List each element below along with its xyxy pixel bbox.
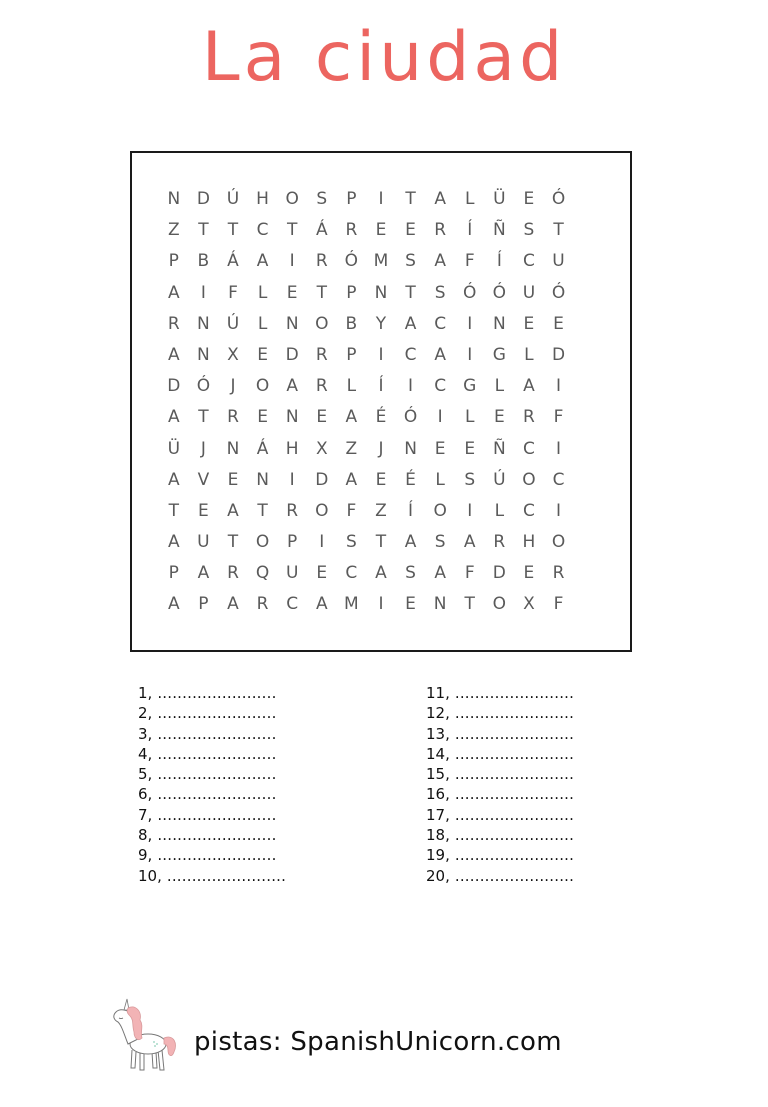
answer-blank[interactable]: ........................: [454, 744, 575, 763]
answer-number: 20,: [426, 866, 450, 885]
grid-letter: P: [198, 594, 209, 615]
grid-letter: A: [434, 251, 446, 272]
answer-blank[interactable]: ........................: [454, 826, 575, 845]
grid-letter: R: [167, 313, 180, 334]
answer-blank[interactable]: ........................: [454, 684, 575, 702]
grid-letter: L: [464, 407, 475, 428]
grid-letter: E: [316, 563, 328, 584]
grid-letter: A: [523, 376, 535, 397]
grid-letter: D: [167, 376, 181, 397]
grid-letter: S: [434, 532, 446, 553]
grid-letter: T: [257, 500, 268, 521]
grid-letter: A: [167, 344, 180, 365]
grid-letter: F: [553, 407, 564, 428]
answer-line: [138, 703, 286, 723]
grid-letter: I: [467, 500, 473, 521]
grid-letter: B: [197, 251, 210, 272]
grid-letter: T: [316, 282, 327, 303]
grid-letter: Ó: [551, 282, 566, 303]
grid-letter: H: [256, 189, 269, 209]
answer-number: 13,: [426, 724, 450, 743]
answer-line: [138, 825, 286, 845]
grid-letter: P: [346, 282, 357, 303]
grid-letter: A: [286, 376, 298, 397]
grid-letter: S: [405, 563, 416, 584]
grid-letter: S: [464, 469, 476, 490]
grid-letter: D: [196, 189, 210, 209]
answer-blank[interactable]: ........................: [157, 684, 277, 702]
grid-letter: U: [197, 532, 210, 553]
grid-letter: E: [405, 220, 416, 241]
page-title: La ciudad: [201, 18, 567, 97]
grid-letter: J: [230, 376, 236, 397]
grid-letter: Ó: [403, 407, 418, 428]
grid-letter: O: [522, 469, 536, 490]
grid-letter: Ú: [493, 469, 506, 490]
grid-letter: N: [404, 438, 417, 459]
answer-number: 11,: [426, 684, 450, 702]
answer-line: [138, 784, 286, 804]
grid-letter: R: [523, 407, 535, 428]
grid-letter: T: [405, 282, 416, 303]
grid-letter: A: [404, 313, 417, 334]
grid-letter: E: [464, 438, 476, 459]
grid-letter: T: [405, 189, 416, 209]
grid-letter: C: [434, 313, 447, 334]
grid-letter: Y: [375, 313, 387, 334]
grid-letter: E: [523, 189, 535, 209]
grid-letter: A: [345, 469, 358, 490]
grid-letter: Ú: [226, 313, 240, 334]
grid-letter: O: [433, 500, 447, 521]
grid-letter: D: [492, 563, 506, 584]
grid-letter: Ñ: [492, 438, 506, 459]
grid-letter: S: [345, 532, 357, 553]
grid-letter: R: [434, 220, 447, 241]
grid-letter: U: [552, 251, 565, 272]
grid-letter: L: [464, 189, 475, 209]
grid-letter: T: [375, 532, 387, 553]
grid-letter: S: [434, 282, 446, 303]
grid-letter: B: [345, 313, 358, 334]
answer-line: [426, 764, 574, 784]
grid-letter: Í: [408, 500, 414, 521]
grid-letter: U: [522, 282, 536, 303]
grid-letter: Ó: [344, 251, 359, 272]
grid-letter: N: [492, 313, 506, 334]
grid-letter: N: [256, 469, 269, 490]
grid-letter: R: [552, 563, 565, 584]
grid-letter: I: [556, 500, 562, 521]
grid-letter: J: [378, 438, 384, 459]
grid-letter: E: [198, 500, 209, 521]
answer-line: [426, 825, 574, 845]
grid-letter: Z: [375, 500, 387, 521]
grid-letter: E: [316, 407, 328, 428]
grid-letter: A: [256, 251, 269, 272]
answer-number: 10,: [138, 866, 162, 885]
grid-letter: E: [227, 469, 239, 490]
grid-letter: G: [492, 344, 506, 365]
answer-number: 18,: [426, 826, 450, 845]
grid-letter: S: [316, 189, 328, 209]
grid-letter: Ó: [551, 189, 566, 209]
grid-letter: P: [168, 563, 179, 584]
grid-letter: A: [434, 344, 446, 365]
grid-letter: E: [493, 407, 505, 428]
grid-letter: R: [315, 344, 328, 365]
grid-letter: É: [375, 407, 387, 428]
grid-letter: Q: [255, 563, 270, 584]
grid-letter: O: [285, 189, 299, 209]
answer-number: 16,: [426, 785, 450, 804]
grid-letter: Ó: [196, 376, 211, 397]
grid-letter: Í: [496, 251, 502, 272]
grid-letter: F: [464, 563, 475, 584]
answer-line: [426, 724, 574, 744]
grid-letter: A: [375, 563, 387, 584]
grid-letter: X: [523, 594, 535, 615]
grid-letter: I: [378, 189, 384, 209]
grid-letter: E: [405, 594, 416, 615]
grid-letter: R: [315, 376, 328, 397]
grid-letter: Ó: [463, 282, 477, 303]
grid-letter: T: [198, 407, 209, 428]
grid-letter: A: [197, 563, 210, 584]
grid-letter: C: [256, 220, 269, 241]
grid-letter: N: [226, 438, 240, 459]
grid-letter: L: [494, 376, 505, 397]
answer-line: [426, 784, 574, 804]
footer: [108, 996, 562, 1076]
grid-letter: T: [553, 220, 564, 241]
grid-letter: Ü: [167, 438, 181, 459]
answer-blank[interactable]: ........................: [157, 704, 277, 723]
grid-letter: C: [434, 376, 447, 397]
unicorn-icon: [108, 998, 180, 1074]
answer-number: 7,: [138, 805, 153, 824]
grid-letter: C: [345, 563, 358, 584]
answer-blank[interactable]: ........................: [157, 826, 277, 845]
grid-letter: C: [552, 469, 565, 490]
answer-list-right: [426, 683, 574, 886]
grid-letter: F: [228, 282, 238, 303]
grid-letter: T: [168, 500, 179, 521]
answer-blank[interactable]: ........................: [454, 704, 575, 723]
grid-letter: I: [467, 313, 473, 334]
grid-letter: P: [287, 532, 298, 553]
grid-letter: Á: [256, 438, 269, 459]
grid-letter: C: [286, 594, 299, 615]
grid-letter: G: [463, 376, 477, 397]
grid-letter: A: [434, 563, 446, 584]
grid-letter: O: [315, 313, 329, 334]
grid-letter: I: [200, 282, 206, 303]
grid-letter: X: [315, 438, 328, 459]
grid-letter: N: [433, 594, 447, 615]
answer-blank[interactable]: ........................: [166, 866, 287, 885]
grid-letter: E: [375, 469, 387, 490]
grid-letter: I: [467, 344, 473, 365]
answer-blank[interactable]: ........................: [454, 765, 575, 784]
grid-letter: Ó: [492, 282, 507, 303]
grid-letter: L: [494, 500, 505, 521]
grid-letter: R: [286, 500, 299, 521]
answer-number: 12,: [426, 704, 450, 723]
grid-letter: A: [227, 594, 239, 615]
grid-letter: A: [404, 532, 417, 553]
answer-number: 9,: [138, 846, 153, 865]
grid-letter: Ñ: [492, 220, 506, 241]
grid-letter: Í: [467, 220, 473, 241]
grid-letter: L: [257, 282, 268, 303]
grid-letter: H: [285, 438, 299, 459]
grid-letter: Á: [315, 220, 328, 241]
grid-letter: F: [464, 251, 475, 272]
grid-letter: R: [493, 532, 506, 553]
grid-letter: E: [523, 563, 535, 584]
answer-line: [138, 845, 286, 865]
grid-letter: R: [315, 251, 328, 272]
answer-blank[interactable]: ........................: [157, 846, 277, 865]
grid-letter: U: [285, 563, 299, 584]
grid-letter: P: [346, 344, 357, 365]
answer-blank[interactable]: ........................: [454, 866, 575, 885]
grid-letter: Z: [345, 438, 358, 459]
grid-letter: T: [227, 532, 239, 553]
word-search-box: [130, 151, 632, 652]
grid-letter: N: [167, 189, 181, 209]
grid-letter: D: [315, 469, 329, 490]
grid-letter: R: [345, 220, 358, 241]
grid-letter: É: [405, 469, 416, 490]
answer-number: 15,: [426, 765, 450, 784]
grid-letter: Í: [378, 376, 384, 397]
grid-letter: E: [434, 438, 446, 459]
grid-letter: T: [286, 220, 298, 241]
answer-line: [138, 764, 286, 784]
answer-number: 17,: [426, 805, 450, 824]
grid-letter: E: [257, 407, 268, 428]
footer-website-text: pistas: SpanishUnicorn.com: [194, 1027, 562, 1057]
answer-blank[interactable]: ........................: [157, 744, 277, 763]
grid-letter: M: [373, 251, 389, 272]
answer-blank[interactable]: ........................: [454, 846, 575, 865]
grid-letter: L: [435, 469, 445, 490]
answer-line: [426, 845, 574, 865]
grid-letter: E: [375, 220, 387, 241]
grid-letter: O: [255, 376, 270, 397]
answer-line: [138, 866, 286, 886]
grid-letter: A: [167, 282, 180, 303]
grid-letter: L: [524, 344, 534, 365]
grid-letter: A: [167, 532, 180, 553]
grid-letter: P: [346, 189, 357, 209]
answer-number: 6,: [138, 785, 153, 804]
grid-letter: O: [255, 532, 270, 553]
answer-blank[interactable]: ........................: [157, 785, 277, 804]
grid-letter: E: [553, 313, 564, 334]
grid-letter: C: [522, 438, 535, 459]
answer-number: 4,: [138, 744, 153, 763]
grid-letter: T: [227, 220, 239, 241]
answer-blank[interactable]: ........................: [157, 765, 277, 784]
grid-letter: S: [523, 220, 535, 241]
answer-blank[interactable]: ........................: [157, 724, 277, 743]
answer-number: 2,: [138, 704, 153, 723]
grid-letter: R: [227, 407, 239, 428]
grid-letter: I: [437, 407, 443, 428]
grid-letter: D: [285, 344, 299, 365]
grid-letter: T: [198, 220, 209, 241]
answer-line: [138, 805, 286, 825]
grid-letter: I: [408, 376, 414, 397]
grid-letter: A: [434, 189, 446, 209]
grid-letter: R: [256, 594, 269, 615]
answer-number: 5,: [138, 765, 153, 784]
grid-letter: L: [346, 376, 357, 397]
grid-letter: E: [523, 313, 535, 334]
grid-letter: Z: [167, 220, 180, 241]
grid-letter: F: [346, 500, 357, 521]
grid-letter: A: [167, 407, 180, 428]
grid-letter: N: [285, 313, 299, 334]
grid-letter: P: [168, 251, 179, 272]
answer-number: 3,: [138, 724, 153, 743]
grid-letter: N: [197, 313, 210, 334]
answer-blank[interactable]: ........................: [157, 805, 277, 824]
grid-letter: N: [197, 344, 210, 365]
grid-letter: E: [286, 282, 298, 303]
grid-letter: E: [257, 344, 268, 365]
grid-letter: M: [344, 594, 359, 615]
grid-letter: O: [551, 532, 566, 553]
answer-number: 1,: [138, 684, 153, 702]
grid-letter: I: [378, 594, 384, 615]
answer-line: [138, 724, 286, 744]
grid-letter: A: [345, 407, 358, 428]
grid-letter: I: [319, 532, 325, 553]
grid-letter: A: [463, 532, 476, 553]
grid-letter: T: [464, 594, 475, 615]
answer-list-left: [138, 683, 286, 886]
answer-line: [138, 744, 286, 764]
grid-letter: R: [227, 563, 239, 584]
grid-letter: Á: [227, 251, 239, 272]
answer-line: [426, 866, 574, 886]
grid-letter: C: [404, 344, 417, 365]
word-search-grid: [159, 184, 573, 621]
answer-line: [426, 805, 574, 825]
grid-letter: C: [522, 500, 535, 521]
answer-blank[interactable]: ........................: [454, 724, 575, 743]
answer-blank[interactable]: ........................: [454, 785, 575, 804]
answer-number: 8,: [138, 826, 153, 845]
grid-letter: A: [227, 500, 239, 521]
grid-letter: O: [315, 500, 329, 521]
grid-letter: N: [374, 282, 388, 303]
grid-letter: Ü: [493, 189, 506, 209]
grid-letter: I: [556, 376, 562, 397]
grid-letter: A: [167, 469, 180, 490]
grid-letter: F: [553, 594, 564, 615]
grid-letter: I: [378, 344, 384, 365]
grid-letter: A: [167, 594, 180, 615]
answer-line: [426, 744, 574, 764]
grid-letter: I: [289, 251, 295, 272]
grid-letter: X: [227, 344, 239, 365]
grid-letter: L: [257, 313, 268, 334]
grid-letter: N: [285, 407, 299, 428]
answer-line: [426, 703, 574, 723]
answer-line: [138, 683, 286, 703]
grid-letter: V: [197, 469, 210, 490]
grid-letter: A: [315, 594, 328, 615]
grid-letter: S: [405, 251, 416, 272]
answer-line: [426, 683, 574, 703]
grid-letter: C: [522, 251, 535, 272]
grid-letter: Ú: [226, 189, 240, 209]
grid-letter: O: [492, 594, 507, 615]
grid-letter: H: [522, 532, 536, 553]
grid-letter: D: [551, 344, 566, 365]
grid-letter: J: [200, 438, 206, 459]
grid-letter: I: [556, 438, 562, 459]
answer-number: 19,: [426, 846, 450, 865]
grid-letter: I: [289, 469, 295, 490]
answer-number: 14,: [426, 744, 450, 763]
answer-blank[interactable]: ........................: [454, 805, 575, 824]
